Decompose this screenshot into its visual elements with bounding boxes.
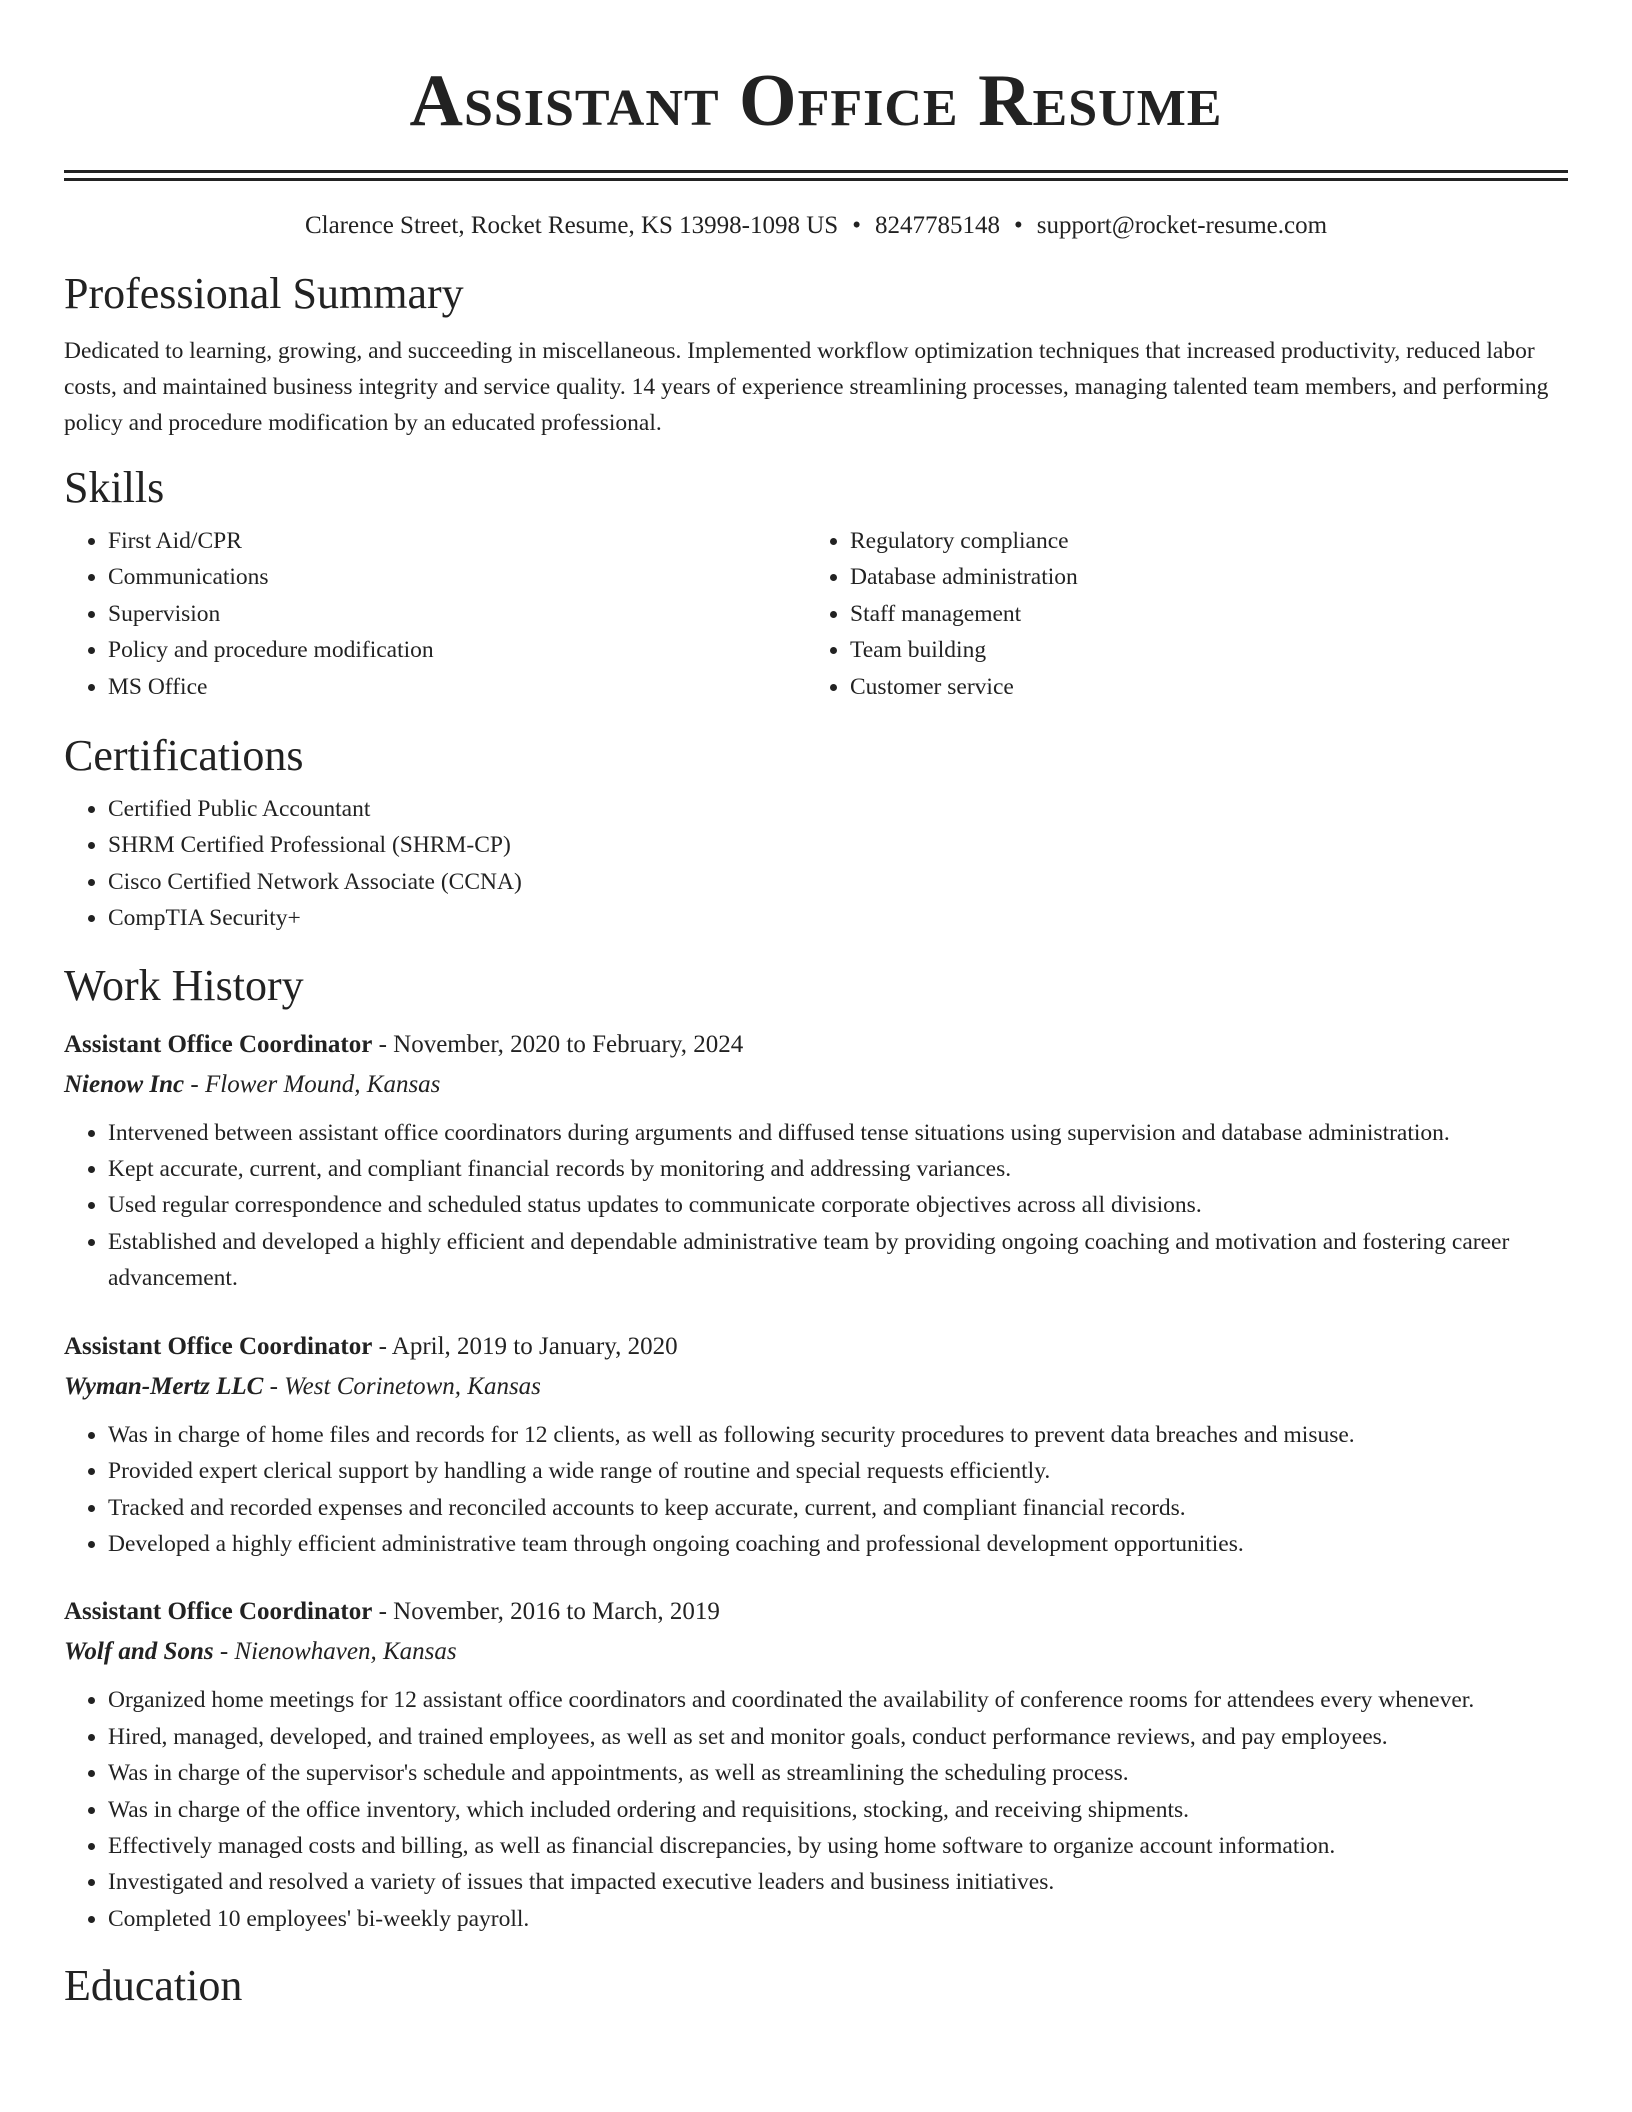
job-company: Wyman-Mertz LLC	[64, 1372, 264, 1400]
job-company-line	[64, 1367, 1568, 1407]
job-bullet: • Provided expert clerical support by handling a wide range of routine and special requests efficiently.	[108, 1453, 1568, 1489]
job-location: - Nienowhaven, Kansas	[213, 1638, 457, 1666]
skills-heading: Skills	[64, 463, 165, 512]
skill-item: • Communications	[108, 559, 806, 595]
header-double-rule	[64, 170, 1568, 181]
contact-separator: •	[852, 212, 861, 239]
summary-text: Dedicated to learning, growing, and succeeding in miscellaneous. Implemented workflow optimization techniques that increased productivity, reduced labor costs, and maintained business integrity and service quality. 14 years of experience streamlining processes, managing talented team members, and performing policy and procedure modification by an educated professional.	[64, 338, 1549, 436]
skills-column-left	[64, 523, 806, 705]
skills-column-right	[806, 523, 1548, 705]
job-company: Nienow Inc	[64, 1070, 185, 1098]
skill-item: • Database administration	[850, 559, 1548, 595]
certifications-list	[64, 791, 1568, 937]
job-bullet-list	[64, 1417, 1568, 1563]
contact-line	[64, 209, 1568, 243]
job-dates: - April, 2019 to January, 2020	[372, 1332, 678, 1360]
job-company-line	[64, 1632, 1568, 1672]
skills-grid	[64, 523, 1568, 705]
job-bullet: • Kept accurate, current, and compliant financial records by monitoring and addressing variances.	[108, 1151, 1568, 1187]
job-location: - Flower Mound, Kansas	[184, 1070, 441, 1098]
job-bullet: • Investigated and resolved a variety of issues that impacted executive leaders and business initiatives.	[108, 1864, 1568, 1900]
skill-item: • Customer service	[850, 669, 1548, 705]
job-company: Wolf and Sons	[64, 1638, 214, 1666]
work-history-heading: Work History	[64, 960, 304, 1010]
certification-item: • Cisco Certified Network Associate (CCNA)	[108, 864, 1568, 900]
job-role: Assistant Office Coordinator	[64, 1332, 373, 1360]
skill-item: • Team building	[850, 632, 1548, 668]
job-title-line	[64, 1592, 1568, 1632]
contact-phone: 8247785148	[874, 212, 1000, 239]
job-company-line	[64, 1065, 1568, 1105]
job-entry	[64, 1592, 1568, 1937]
job-bullet: • Was in charge of the office inventory, which included ordering and requisitions, stocking, and receiving shipments.	[108, 1792, 1568, 1828]
contact-separator: •	[1013, 212, 1023, 239]
contact-address: Clarence Street, Rocket Resume, KS 13998-1098 US	[304, 212, 839, 239]
job-bullet: • Completed 10 employees' bi-weekly payroll.	[108, 1901, 1568, 1937]
job-bullet: • Tracked and recorded expenses and reconciled accounts to keep accurate, current, and compliant financial records.	[108, 1490, 1568, 1526]
job-bullet: • Was in charge of home files and records for 12 clients, as well as following security procedures to prevent data breaches and misuse.	[108, 1417, 1568, 1453]
job-location: - West Corinetown, Kansas	[263, 1372, 541, 1400]
job-bullet: • Organized home meetings for 12 assistant office coordinators and coordinated the availability of conference rooms for attendees every whenever.	[108, 1682, 1568, 1718]
resume-name: Assistant Office Resume	[409, 60, 1223, 142]
job-bullet: • Established and developed a highly efficient and dependable administrative team by providing ongoing coaching and motivation and fostering career advancement.	[108, 1224, 1568, 1297]
job-title-line	[64, 1327, 1568, 1367]
job-entry	[64, 1025, 1568, 1297]
skills-list-right	[806, 523, 1548, 705]
skill-item: • Staff management	[850, 596, 1548, 632]
skill-item: • Policy and procedure modification	[108, 632, 806, 668]
certification-item: • Certified Public Accountant	[108, 791, 1568, 827]
certifications-heading: Certifications	[64, 731, 304, 781]
skill-item: • Regulatory compliance	[850, 523, 1548, 559]
job-entry	[64, 1327, 1568, 1563]
job-bullet: • Intervened between assistant office coordinators during arguments and diffused tense situations using supervision and database administration.	[108, 1115, 1568, 1151]
job-role: Assistant Office Coordinator	[64, 1598, 373, 1626]
job-role: Assistant Office Coordinator	[64, 1030, 373, 1058]
skill-item: • MS Office	[108, 669, 806, 705]
skill-item: • Supervision	[108, 596, 806, 632]
education-heading: Education	[64, 1961, 243, 2011]
summary-heading: Professional Summary	[64, 269, 464, 318]
job-dates: - November, 2020 to February, 2024	[372, 1030, 744, 1058]
job-bullet: • Effectively managed costs and billing, as well as financial discrepancies, by using home software to organize account information.	[108, 1828, 1568, 1864]
contact-email: support@rocket-resume.com	[1036, 212, 1328, 239]
job-bullet: • Hired, managed, developed, and trained employees, as well as set and monitor goals, conduct performance reviews, and pay employees.	[108, 1719, 1568, 1755]
certification-item: • SHRM Certified Professional (SHRM-CP)	[108, 827, 1568, 863]
certification-item: • CompTIA Security+	[108, 900, 1568, 936]
job-bullet: • Used regular correspondence and scheduled status updates to communicate corporate objectives across all divisions.	[108, 1187, 1568, 1223]
job-bullet-list	[64, 1682, 1568, 1937]
job-bullet: • Developed a highly efficient administrative team through ongoing coaching and professional development opportunities.	[108, 1526, 1568, 1562]
job-dates: - November, 2016 to March, 2019	[372, 1598, 720, 1626]
job-title-line	[64, 1025, 1568, 1065]
job-bullet-list	[64, 1115, 1568, 1297]
job-bullet: • Was in charge of the supervisor's schedule and appointments, as well as streamlining the scheduling process.	[108, 1755, 1568, 1791]
skill-item: • First Aid/CPR	[108, 523, 806, 559]
skills-list-left	[64, 523, 806, 705]
